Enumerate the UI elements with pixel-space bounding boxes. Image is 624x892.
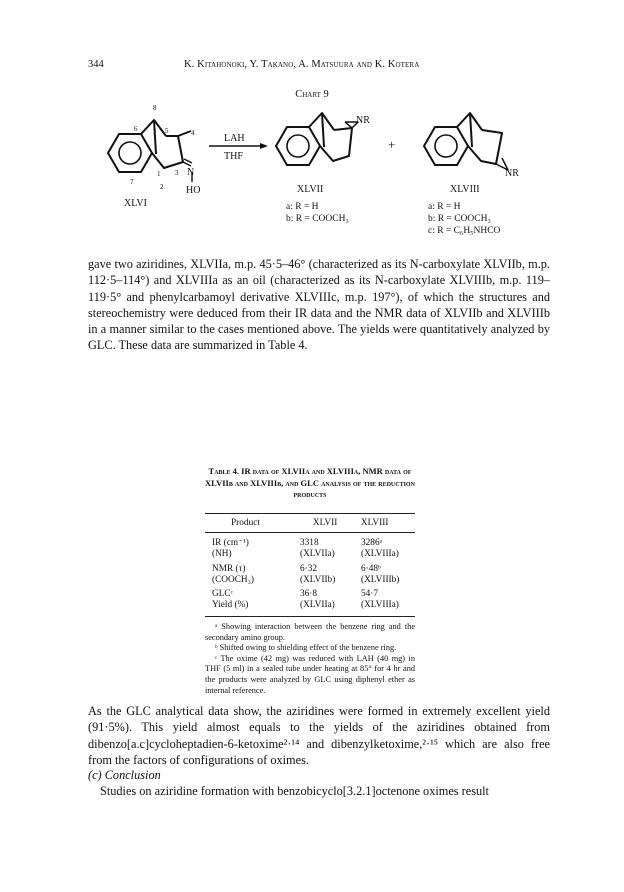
column-header: Product <box>231 518 260 528</box>
substituent-xlviii-c: c: R = C₆H₅NHCO <box>428 226 501 236</box>
section-heading: (c) Conclusion <box>88 768 161 782</box>
table-cell: (XLVIIa) <box>300 549 335 560</box>
table-body <box>205 538 415 612</box>
table-row <box>205 538 415 549</box>
table-cell: (XLVIIIa) <box>361 600 399 611</box>
ring-number: 1 <box>157 170 161 178</box>
ring-number: 8 <box>153 104 157 112</box>
table-cell: 6·48ᵇ <box>361 563 381 574</box>
footnote-a: ᵃ Showing interaction between the benzene ring and the secondary amino group. <box>205 622 415 642</box>
table-row <box>205 561 415 575</box>
table-bottom-rule <box>205 616 415 617</box>
body-paragraph-2: As the GLC analytical data show, the aziridines were formed in extremely excellent yield (91·5%). This yield almost equals to the yields of the aziridines obtained from dibenzo[a.c]cycloheptadien-6-ketoxime²·¹⁴ and dibenzylketoxime,²·¹⁵ which are also free from the factors of configurations of oximes. <box>88 704 550 767</box>
atom-label: NR <box>505 168 519 179</box>
table-cell: 54·7 <box>361 589 379 600</box>
row-label: GLCᶜ <box>212 589 233 600</box>
substituent-xlvii-b: b: R = COOCH₃ <box>286 214 349 224</box>
table-row <box>205 586 415 600</box>
table-cell: (XLVIIIb) <box>361 574 400 585</box>
table-grid <box>205 514 415 532</box>
ring-number: 6 <box>134 125 138 133</box>
ring-number: 5 <box>165 127 169 135</box>
atom-label: HO <box>186 185 201 196</box>
footnote-b: ᵇ Shifted owing to shielding effect of the benzene ring. <box>215 643 397 653</box>
table-cell: (XLVIIIa) <box>361 549 399 560</box>
solvent-label: THF <box>224 151 243 162</box>
substituent-xlviii-b: b: R = COOCH₃ <box>428 214 491 224</box>
row-label: (COOCH₃) <box>212 574 254 585</box>
atom-label: NR <box>356 115 370 126</box>
row-label: IR (cm⁻¹) <box>212 538 249 548</box>
table-cell: 6·32 <box>300 563 318 574</box>
chart-title: Chart 9 <box>295 89 329 100</box>
reagent-label: LAH <box>224 133 245 144</box>
ring-number: 3 <box>175 169 179 177</box>
table-header-row <box>205 514 415 532</box>
table-cell: (XLVIIa) <box>300 600 335 611</box>
substituent-xlvii-a: a: R = H <box>286 202 319 212</box>
arrow-head <box>260 143 268 149</box>
footnote-c: ᶜ The oxime (42 mg) was reduced with LAH (40 mg) in THF (5 ml) in a sealed tube under heating at 85° for 4 hr and the products were analyzed by GLC using diphenyl ether as internal reference. <box>205 653 415 695</box>
ring-number: 7 <box>130 178 134 186</box>
substituent-xlviii-a: a: R = H <box>428 202 461 212</box>
running-authors: K. Kitahonoki, Y. Takano, A. Matsuura and K. Kotera <box>184 59 420 70</box>
page-number: 344 <box>88 59 104 70</box>
atom-label: N <box>187 167 195 178</box>
structure-xlvii <box>276 113 358 165</box>
row-label: (NH) <box>212 549 232 560</box>
body-paragraph-3: Studies on aziridine formation with benzobicyclo[3.2.1]octenone oximes result <box>100 784 489 798</box>
table-cell: 3318 <box>300 538 319 548</box>
table-footnotes <box>205 622 415 696</box>
plus-sign: + <box>388 137 396 152</box>
table-caption: Table 4. IR data of XLVIIa and XLVIIIa, NMR data of XLVIIb and XLVIIIb, and GLC analysis of the reduction products <box>205 466 415 499</box>
row-label: Yield (%) <box>212 600 249 611</box>
ring-number: 2 <box>160 183 164 191</box>
table-cell: (XLVIIb) <box>300 574 336 585</box>
table-row <box>205 575 415 586</box>
reaction-scheme <box>88 100 558 250</box>
structure-xlviii <box>424 113 508 170</box>
ring-number: 4 <box>191 129 195 137</box>
table-row <box>205 549 415 560</box>
data-table-4 <box>205 513 415 617</box>
column-header: XLVIII <box>360 518 389 528</box>
table-mid-rule <box>205 532 415 533</box>
table-cell: 36·8 <box>300 589 318 600</box>
structure-xlvi <box>108 120 195 182</box>
table-cell: 3286ᵃ <box>361 538 383 548</box>
compound-label-xlvii: XLVII <box>297 184 324 195</box>
table-row <box>205 600 415 611</box>
body-paragraph-1: gave two aziridines, XLVIIa, m.p. 45·5–46° (characterized as its N-carboxylate XLVIIb, m.p. 112·5–114°) and XLVIIIa as an oil (characterized as its N-carboxylate XLVIIIb, m.p. 119–119·5° and phenylcarbamoyl derivative XLVIIIc, m.p. 197°), of which the structures and stereochemistry were deduced from their IR data and the NMR data of XLVIIb and XLVIIIb in a manner similar to the cases mentioned above. The yields were quantitatively analyzed by GLC. These data are summarized in Table 4. <box>88 257 550 353</box>
compound-label-xlviii: XLVIII <box>450 184 480 195</box>
compound-label-xlvi: XLVI <box>124 198 147 209</box>
column-header: XLVII <box>312 518 338 528</box>
row-label: NMR (τ) <box>212 563 246 574</box>
